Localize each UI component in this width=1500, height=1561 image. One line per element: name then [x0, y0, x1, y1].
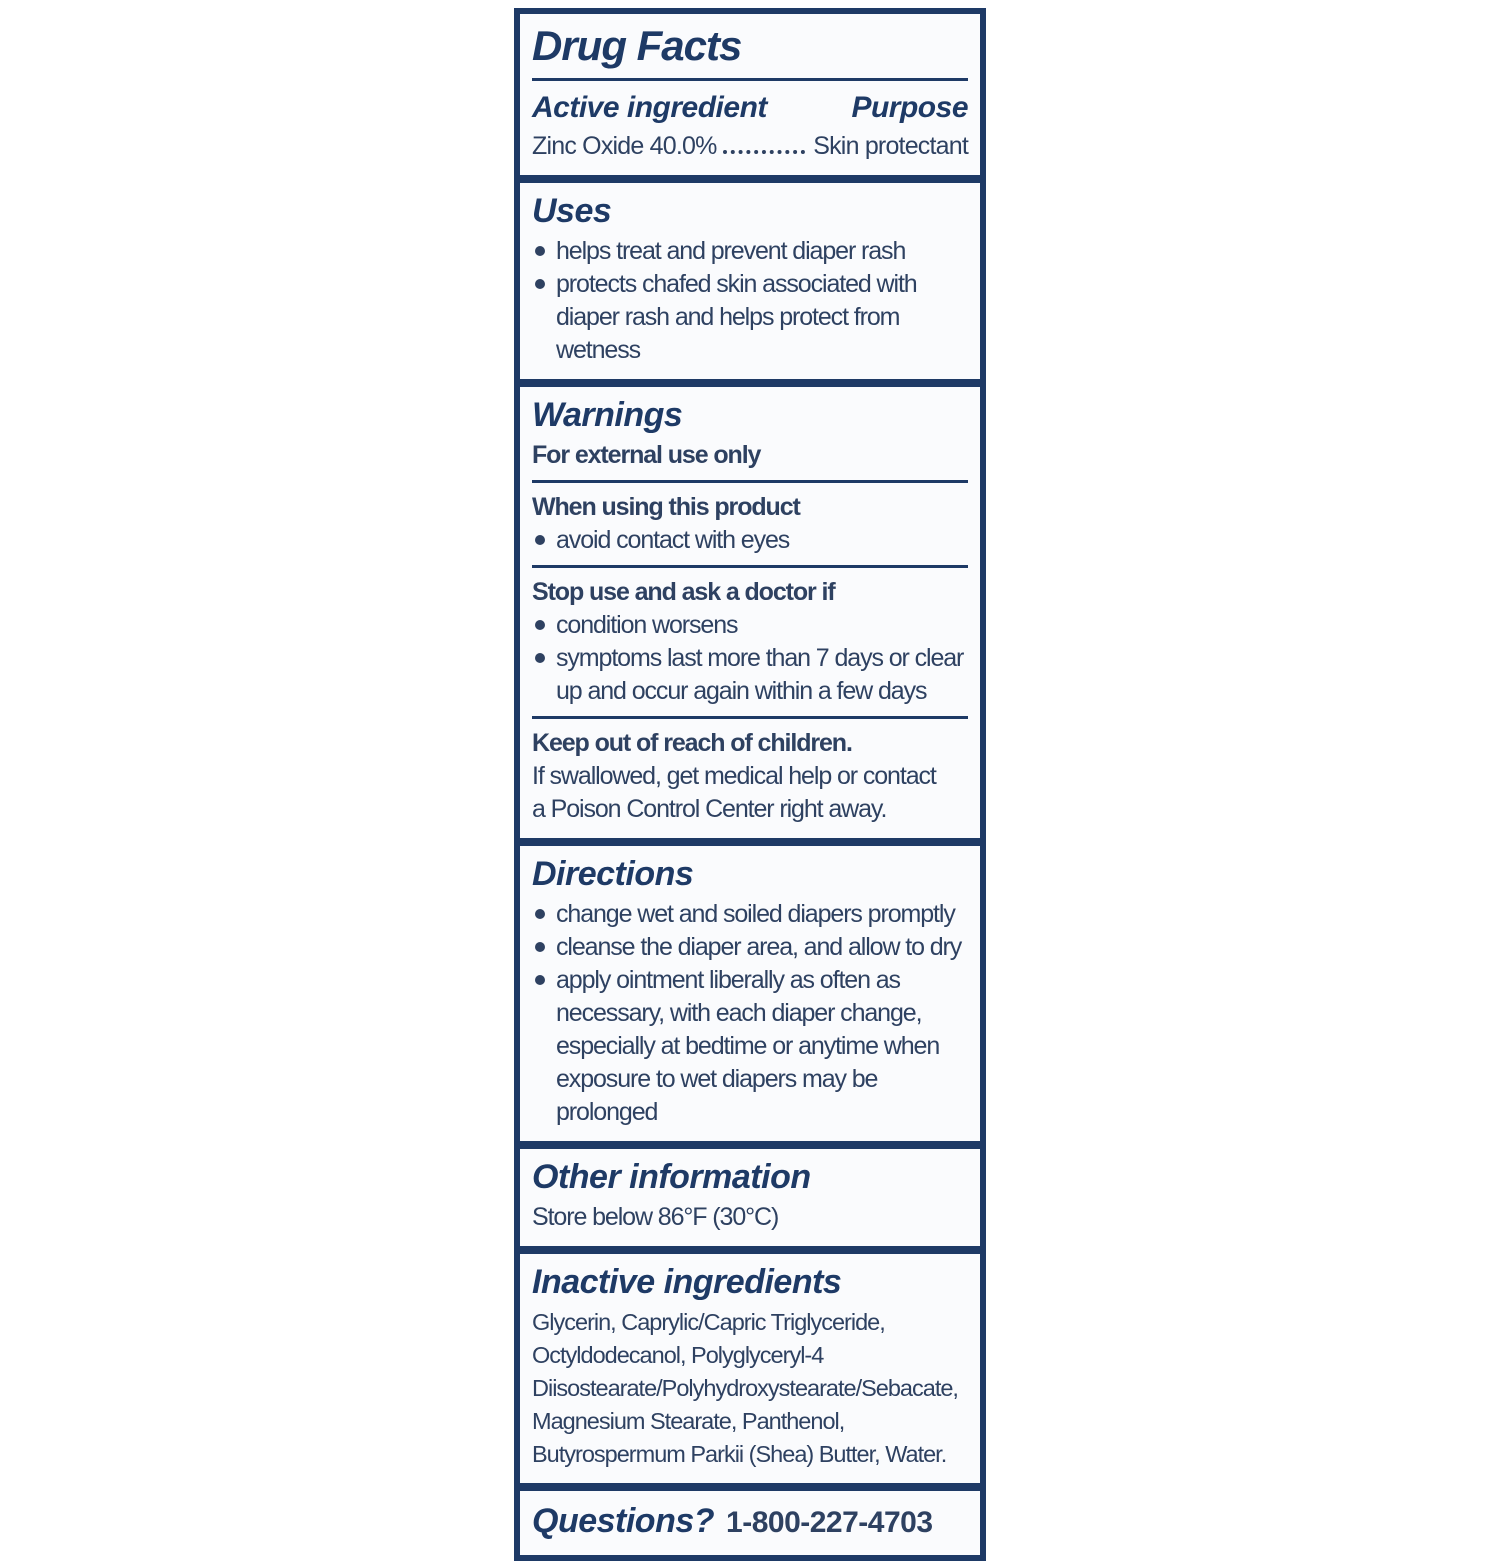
uses-bullet-1: helps treat and prevent diaper rash: [556, 237, 906, 265]
list-item: [532, 642, 968, 708]
list-item: [532, 898, 968, 931]
stop-use-bullet-2: symptoms last more than 7 days or clear up and occur again within a few days: [556, 644, 964, 705]
list-item: [532, 931, 968, 964]
list-item: [532, 235, 968, 268]
other-information-heading: Other information: [532, 1158, 811, 1196]
drug-facts-label: [514, 8, 986, 1561]
when-using-heading: When using this product: [532, 493, 800, 521]
active-ingredient-purpose: Skin protectant: [813, 132, 968, 160]
stop-use-bullet-1: condition worsens: [556, 611, 738, 639]
other-information-text: Store below 86°F (30°C): [532, 1203, 779, 1231]
bullet-dot: [532, 898, 556, 931]
inactive-ingredients-heading: Inactive ingredients: [532, 1263, 842, 1301]
section-questions: [520, 1483, 980, 1555]
keep-out-text: If swallowed, get medical help or contact a Poison Control Center right away.: [532, 762, 936, 823]
section-inactive-ingredients: [520, 1246, 980, 1483]
list-item: [532, 964, 968, 1129]
active-ingredient-header-row: [532, 89, 968, 127]
list-item: [532, 609, 968, 642]
keep-out-heading: Keep out of reach of children.: [532, 729, 852, 757]
external-use-text: For external use only: [532, 441, 761, 469]
directions-bullet-3: apply ointment liberally as often as necessary, with each diaper change, especially at bedtime or anytime when exposure to wet diapers may be prolonged: [556, 966, 940, 1126]
purpose-heading: Purpose: [851, 91, 968, 124]
directions-bullet-2: cleanse the diaper area, and allow to dry: [556, 933, 962, 961]
uses-heading: Uses: [532, 192, 612, 230]
when-using-bullet-1: avoid contact with eyes: [556, 526, 790, 554]
warnings-divider: [532, 565, 968, 568]
warnings-divider: [532, 716, 968, 719]
active-ingredient-heading: Active ingredient: [532, 91, 767, 124]
warnings-divider: [532, 480, 968, 483]
questions-row: [532, 1497, 968, 1543]
list-item: [532, 268, 968, 367]
directions-bullet-1: change wet and soiled diapers promptly: [556, 900, 955, 928]
bullet-dot: [532, 931, 556, 964]
active-ingredient-name: Zinc Oxide 40.0%: [532, 132, 717, 160]
section-directions: [520, 838, 980, 1141]
questions-phone-number: 1-800-227-4703: [726, 1506, 933, 1539]
section-uses: [520, 175, 980, 379]
section-warnings: [520, 379, 980, 838]
title-divider: [532, 78, 968, 81]
bullet-dot: [532, 268, 556, 367]
section-active-ingredient: [520, 14, 980, 175]
section-other-information: [520, 1141, 980, 1246]
bullet-dot: [532, 524, 556, 557]
bullet-dot: [532, 609, 556, 642]
warnings-heading: Warnings: [532, 396, 683, 434]
inactive-ingredients-text: Glycerin, Caprylic/Capric Triglyceride, Octyldodecanol, Polyglyceryl-4 Diisostearate/Polyhydroxystearate/Sebacate, Magnesium Stearate, Panthenol, Butyrospermum Parkii (Shea) Butter, Water.: [532, 1309, 958, 1467]
uses-bullet-2: protects chafed skin associated with diaper rash and helps protect from wetness: [556, 270, 917, 364]
dotted-leader: [723, 150, 806, 154]
bullet-dot: [532, 964, 556, 1129]
list-item: [532, 524, 968, 557]
bullet-dot: [532, 642, 556, 708]
questions-heading: Questions?: [532, 1502, 715, 1540]
active-ingredient-row: [532, 129, 968, 163]
directions-heading: Directions: [532, 855, 694, 893]
stop-use-heading: Stop use and ask a doctor if: [532, 578, 835, 606]
bullet-dot: [532, 235, 556, 268]
drug-facts-title: Drug Facts: [532, 22, 742, 69]
